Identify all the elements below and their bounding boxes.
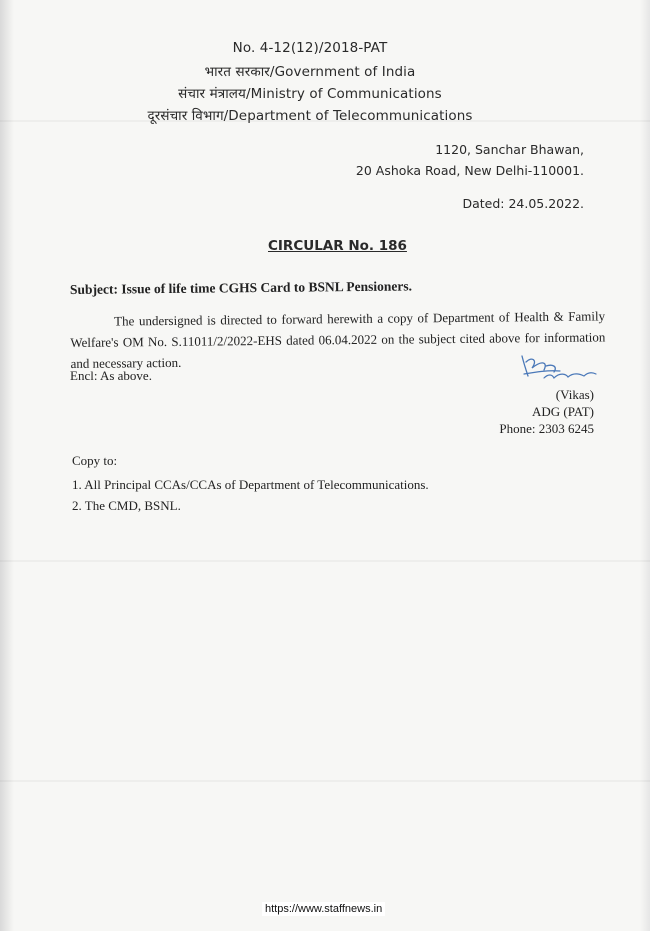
circular-title: CIRCULAR No. 186 (268, 238, 407, 254)
scan-edge-left (0, 0, 14, 931)
signatory-block (499, 386, 594, 437)
subject-line: Subject: Issue of life time CGHS Card to BSNL Pensioners. (69, 278, 413, 297)
copy-to-label: Copy to: (72, 453, 118, 468)
government-line: भारत सरकार/Government of India (204, 64, 416, 80)
footer-url-link[interactable]: https://www.staffnews.in (262, 902, 385, 916)
scan-artifact (0, 780, 650, 782)
ministry-line: संचार मंत्रालय/Ministry of Communications (178, 86, 442, 102)
signatory-name: (Vikas) (555, 387, 594, 402)
signatory-designation: ADG (PAT) (532, 404, 594, 419)
copy-to-list (72, 474, 429, 516)
department-line: दूरसंचार विभाग/Department of Telecommunications (147, 108, 473, 124)
address-line-2: 20 Ashoka Road, New Delhi-110001. (355, 163, 584, 178)
copy-to-item: 1. All Principal CCAs/CCAs of Department of Telecommunications. (72, 477, 429, 492)
body-paragraph: The undersigned is directed to forward herewith a copy of Department of Health & Family Welfare's OM No. S.11011/2/2022-EHS dated 06.04.2022 on the subject cited above for information and necessary action. (70, 308, 606, 371)
scan-edge-right (640, 0, 650, 931)
handwritten-signature (508, 350, 600, 390)
copy-to-item: 2. The CMD, BSNL. (72, 498, 181, 513)
signatory-phone: Phone: 2303 6245 (499, 421, 594, 436)
file-number: No. 4-12(12)/2018-PAT (232, 40, 388, 56)
scan-artifact (0, 560, 650, 562)
address-line-1: 1120, Sanchar Bhawan, (435, 142, 584, 157)
dated: Dated: 24.05.2022. (462, 196, 584, 211)
enclosure-note: Encl: As above. (70, 368, 152, 383)
